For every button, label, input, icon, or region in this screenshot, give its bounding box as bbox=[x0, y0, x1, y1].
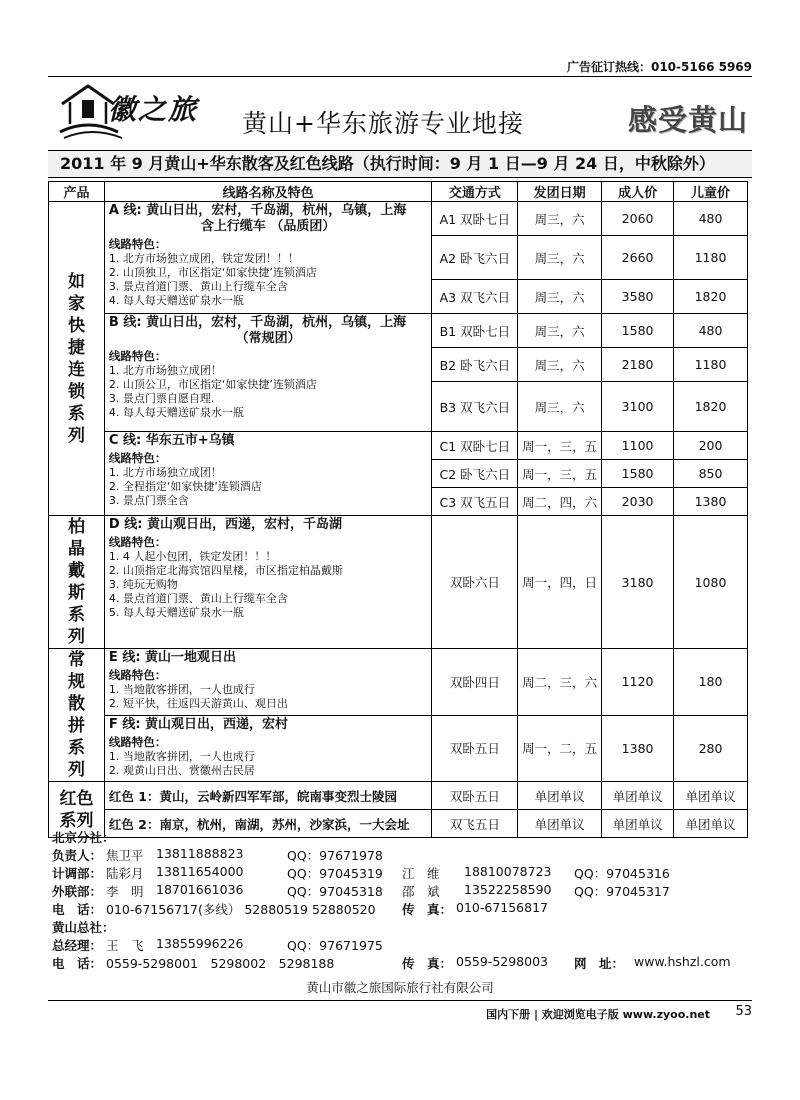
route-title: D 线: 黄山观日出，西递，宏村，千岛湖 bbox=[108, 517, 342, 532]
contact-qq: QQ：97045318 bbox=[287, 884, 383, 899]
feature-item: 3. 景点门票全含 bbox=[108, 494, 189, 507]
fax-label: 传 真： bbox=[402, 902, 453, 917]
col-adult: 成人价 bbox=[602, 182, 674, 202]
child-price: 1080 bbox=[674, 516, 748, 649]
transport-cell: A3 双飞六日 bbox=[432, 280, 518, 314]
dates-cell: 单团单议 bbox=[518, 782, 602, 810]
bottom-rule bbox=[48, 1000, 752, 1001]
table-row bbox=[49, 649, 748, 716]
transport-cell: B2 卧飞六日 bbox=[432, 348, 518, 382]
dates-cell: 周三，六 bbox=[518, 236, 602, 280]
contact-name: 陆彩月 bbox=[106, 866, 144, 881]
adult-price: 1580 bbox=[602, 314, 674, 348]
child-price: 1180 bbox=[674, 236, 748, 280]
contact-name: 李 明 bbox=[106, 884, 144, 899]
contact-row bbox=[52, 846, 752, 864]
contact-qq: QQ：97045319 bbox=[287, 866, 383, 881]
brand-slogan: 黄山+华东旅游专业地接 bbox=[242, 109, 524, 138]
transport-cell: 双卧六日 bbox=[432, 516, 518, 649]
route-title: B 线: 黄山日出，宏村，千岛湖，杭州，乌镇，上海 bbox=[108, 315, 407, 330]
dates-cell: 周三，六 bbox=[518, 280, 602, 314]
contact-qq: QQ：97045316 bbox=[574, 866, 670, 881]
top-rule bbox=[48, 76, 752, 77]
dates-cell: 周三，六 bbox=[518, 348, 602, 382]
contact-row bbox=[52, 954, 752, 972]
contact-label: 电 话： bbox=[52, 956, 103, 971]
child-price: 1180 bbox=[674, 348, 748, 382]
transport-cell: A1 双卧七日 bbox=[432, 202, 518, 236]
dates-cell: 周一，四，日 bbox=[518, 516, 602, 649]
contact-name: 江 维 bbox=[402, 866, 440, 881]
route-e bbox=[104, 649, 431, 716]
transport-cell: 双卧四日 bbox=[432, 649, 518, 716]
child-price: 480 bbox=[674, 314, 748, 348]
contact-phone: 13522258590 bbox=[464, 882, 552, 897]
adult-price: 2660 bbox=[602, 236, 674, 280]
huangshan-title: 黄山总社： bbox=[52, 920, 115, 935]
web-label: 网 址： bbox=[574, 956, 625, 971]
dates-cell: 周二，三，六 bbox=[518, 649, 602, 716]
brand-name: 徽之旅 bbox=[108, 93, 199, 126]
transport-cell: 双卧五日 bbox=[432, 782, 518, 810]
transport-cell: C3 双飞五日 bbox=[432, 488, 518, 516]
adult-price: 1580 bbox=[602, 460, 674, 488]
transport-cell: C2 卧飞六日 bbox=[432, 460, 518, 488]
feature-item: 4. 每人每天赠送矿泉水一瓶 bbox=[108, 406, 244, 419]
dates-cell: 单团单议 bbox=[518, 810, 602, 838]
child-price: 180 bbox=[674, 649, 748, 716]
adult-price: 3100 bbox=[602, 382, 674, 432]
feature-item: 2. 山顶公卫，市区指定‘如家快捷’连锁酒店 bbox=[108, 378, 317, 391]
adult-price: 3180 bbox=[602, 516, 674, 649]
adult-price: 单团单议 bbox=[602, 810, 674, 838]
contact-qq: QQ：97671978 bbox=[287, 848, 383, 863]
contact-label: 计调部： bbox=[52, 866, 103, 881]
features-label: 线路特色： bbox=[108, 734, 167, 749]
group-rujia bbox=[49, 202, 105, 516]
contact-row bbox=[52, 936, 752, 954]
route-title: C 线: 华东五市+乌镇 bbox=[108, 433, 235, 448]
contact-label: 负责人： bbox=[52, 848, 103, 863]
features-label: 线路特色： bbox=[108, 349, 167, 363]
feature-item: 2. 短平快，往返四天游黄山、观日出 bbox=[108, 697, 288, 710]
feature-item: 4. 景点首道门票、黄山上行缆车全含 bbox=[108, 592, 288, 605]
child-price: 280 bbox=[674, 715, 748, 782]
adult-price: 2180 bbox=[602, 348, 674, 382]
table-row bbox=[49, 715, 748, 782]
group-changgui bbox=[49, 649, 105, 782]
route-b bbox=[104, 314, 431, 432]
feature-item: 1. 北方市场独立成团！ bbox=[108, 364, 222, 377]
dates-cell: 周三，六 bbox=[518, 202, 602, 236]
feature-item: 1. 北方市场独立成团！ bbox=[108, 466, 222, 479]
company-name: 黄山市徽之旅国际旅行社有限公司 bbox=[306, 980, 494, 995]
adult-price: 单团单议 bbox=[602, 782, 674, 810]
table-row bbox=[49, 432, 748, 460]
fax-number: 0559-5298003 bbox=[456, 954, 548, 969]
contact-label: 总经理： bbox=[52, 938, 103, 953]
adult-price: 2030 bbox=[602, 488, 674, 516]
contact-qq: QQ：97045317 bbox=[574, 884, 670, 899]
ad-hotline: 广告征订热线：010-5166 5969 bbox=[566, 60, 752, 74]
child-price: 200 bbox=[674, 432, 748, 460]
dates-cell: 周一，三，五 bbox=[518, 460, 602, 488]
feature-item: 3. 纯玩无购物 bbox=[108, 578, 178, 591]
route-title: E 线: 黄山一地观日出 bbox=[108, 650, 237, 665]
features-label: 线路特色： bbox=[108, 668, 167, 682]
feature-item: 1. 当地散客拼团，一人也成行 bbox=[108, 683, 255, 696]
dates-cell: 周三，六 bbox=[518, 382, 602, 432]
table-row bbox=[49, 202, 748, 236]
feature-item: 1. 北方市场独立成团，铁定发团！！！ bbox=[108, 252, 299, 265]
page-title: 2011 年 9 月黄山+华东散客及红色线路（执行时间：9 月 1 日—9 月 24 日，中秋除外） bbox=[48, 150, 752, 178]
feature-item: 3. 景点首道门票、黄山上行缆车全含 bbox=[108, 280, 288, 293]
contact-name: 王 飞 bbox=[106, 938, 144, 953]
contact-phone: 0559-5298001 5298002 5298188 bbox=[106, 956, 335, 971]
contact-phone: 010-67156717(多线） 52880519 52880520 bbox=[106, 902, 376, 917]
col-transport: 交通方式 bbox=[432, 182, 518, 202]
feature-item: 2. 观黄山日出、赏徽州古民居 bbox=[108, 763, 255, 777]
route-title: F 线: 黄山观日出，西递，宏村 bbox=[108, 716, 289, 732]
adult-price: 1100 bbox=[602, 432, 674, 460]
transport-cell: B3 双飞六日 bbox=[432, 382, 518, 432]
route-a bbox=[104, 202, 431, 314]
transport-cell: B1 双卧七日 bbox=[432, 314, 518, 348]
child-price: 单团单议 bbox=[674, 810, 748, 838]
dates-cell: 周二，四，六 bbox=[518, 488, 602, 516]
adult-price: 1380 bbox=[602, 715, 674, 782]
route-c bbox=[104, 432, 431, 516]
contact-phone: 18810078723 bbox=[464, 864, 552, 879]
route-subtitle: 含上行缆车 （品质团） bbox=[200, 219, 336, 234]
adult-price: 1120 bbox=[602, 649, 674, 716]
contact-phone: 13811888823 bbox=[156, 846, 244, 861]
contact-phone: 18701661036 bbox=[156, 882, 244, 897]
table-row bbox=[49, 782, 748, 810]
fax-label: 传 真： bbox=[402, 956, 453, 971]
contact-row bbox=[52, 900, 752, 918]
page-number: 53 bbox=[735, 1004, 752, 1019]
route-red-2: 红色 2：南京，杭州，南湖，苏州，沙家浜，一大会址 bbox=[104, 810, 431, 838]
adult-price: 3580 bbox=[602, 280, 674, 314]
fax-number: 010-67156817 bbox=[456, 900, 548, 915]
col-dates: 发团日期 bbox=[518, 182, 602, 202]
feature-item: 1. 4 人起小包团，铁定发团！！！ bbox=[108, 550, 277, 563]
transport-cell: A2 卧飞六日 bbox=[432, 236, 518, 280]
table-row bbox=[49, 516, 748, 649]
route-d bbox=[104, 516, 431, 649]
table-row bbox=[49, 314, 748, 348]
contact-label: 电 话： bbox=[52, 902, 103, 917]
feature-item: 1. 当地散客拼团，一人也成行 bbox=[108, 749, 255, 763]
route-title: A 线: 黄山日出，宏村，千岛湖，杭州，乌镇，上海 bbox=[108, 203, 407, 218]
group-label: 红色 系列 bbox=[59, 788, 94, 831]
child-price: 1380 bbox=[674, 488, 748, 516]
contact-info bbox=[52, 828, 752, 972]
adult-price: 2060 bbox=[602, 202, 674, 236]
transport-cell: 双卧五日 bbox=[432, 715, 518, 782]
transport-cell: 双飞五日 bbox=[432, 810, 518, 838]
contact-qq: QQ：97671975 bbox=[287, 938, 383, 953]
group-label: 柏 晶 戴 斯 系 列 bbox=[67, 517, 85, 647]
contact-row bbox=[52, 882, 752, 900]
beijing-title: 北京分社： bbox=[52, 830, 115, 845]
col-child: 儿童价 bbox=[674, 182, 748, 202]
feel-huangshan: 感受黄山 bbox=[627, 103, 748, 137]
route-red-1: 红色 1：黄山，云岭新四军军部，皖南事变烈士陵园 bbox=[104, 782, 431, 810]
col-product: 产品 bbox=[49, 182, 105, 202]
feature-item: 4. 每人每天赠送矿泉水一瓶 bbox=[108, 294, 244, 307]
table-header-row bbox=[49, 182, 748, 202]
feature-item: 3. 景点门票自愿自理. bbox=[108, 392, 215, 405]
route-table bbox=[48, 181, 748, 838]
feature-item: 2. 山顶独卫，市区指定‘如家快捷’连锁酒店 bbox=[108, 266, 317, 279]
group-label: 如 家 快 捷 连 锁 系 列 bbox=[67, 271, 85, 446]
group-label: 常 规 散 拼 系 列 bbox=[67, 650, 85, 780]
route-subtitle: （常规团） bbox=[235, 331, 301, 346]
contact-name: 邵 斌 bbox=[402, 884, 440, 899]
dates-cell: 周一，三，五 bbox=[518, 432, 602, 460]
child-price: 1820 bbox=[674, 382, 748, 432]
features-label: 线路特色： bbox=[108, 451, 167, 465]
dates-cell: 周三，六 bbox=[518, 314, 602, 348]
contact-phone: 13811654000 bbox=[156, 864, 244, 879]
dates-cell: 周一，二，五 bbox=[518, 715, 602, 782]
route-f bbox=[104, 715, 431, 782]
child-price: 480 bbox=[674, 202, 748, 236]
child-price: 1820 bbox=[674, 280, 748, 314]
footer-text: 国内下册 | 欢迎浏览电子版 www.zyoo.net bbox=[486, 1008, 710, 1021]
group-baijing bbox=[49, 516, 105, 649]
transport-cell: C1 双卧七日 bbox=[432, 432, 518, 460]
features-label: 线路特色： bbox=[108, 535, 167, 549]
feature-item: 2. 全程指定‘如家快捷’连锁酒店 bbox=[108, 480, 262, 493]
child-price: 单团单议 bbox=[674, 782, 748, 810]
features-label: 线路特色： bbox=[108, 237, 167, 251]
feature-item: 2. 山顶指定北海宾馆四星楼，市区指定柏晶戴斯 bbox=[108, 564, 343, 577]
header bbox=[48, 78, 752, 152]
contact-name: 焦卫平 bbox=[106, 848, 144, 863]
col-route: 线路名称及特色 bbox=[104, 182, 431, 202]
contact-label: 外联部： bbox=[52, 884, 103, 899]
contact-phone: 13855996226 bbox=[156, 936, 244, 951]
website-link[interactable]: www.hshzl.com bbox=[634, 954, 731, 969]
contact-row bbox=[52, 864, 752, 882]
child-price: 850 bbox=[674, 460, 748, 488]
feature-item: 5. 每人每天赠送矿泉水一瓶 bbox=[108, 606, 244, 619]
